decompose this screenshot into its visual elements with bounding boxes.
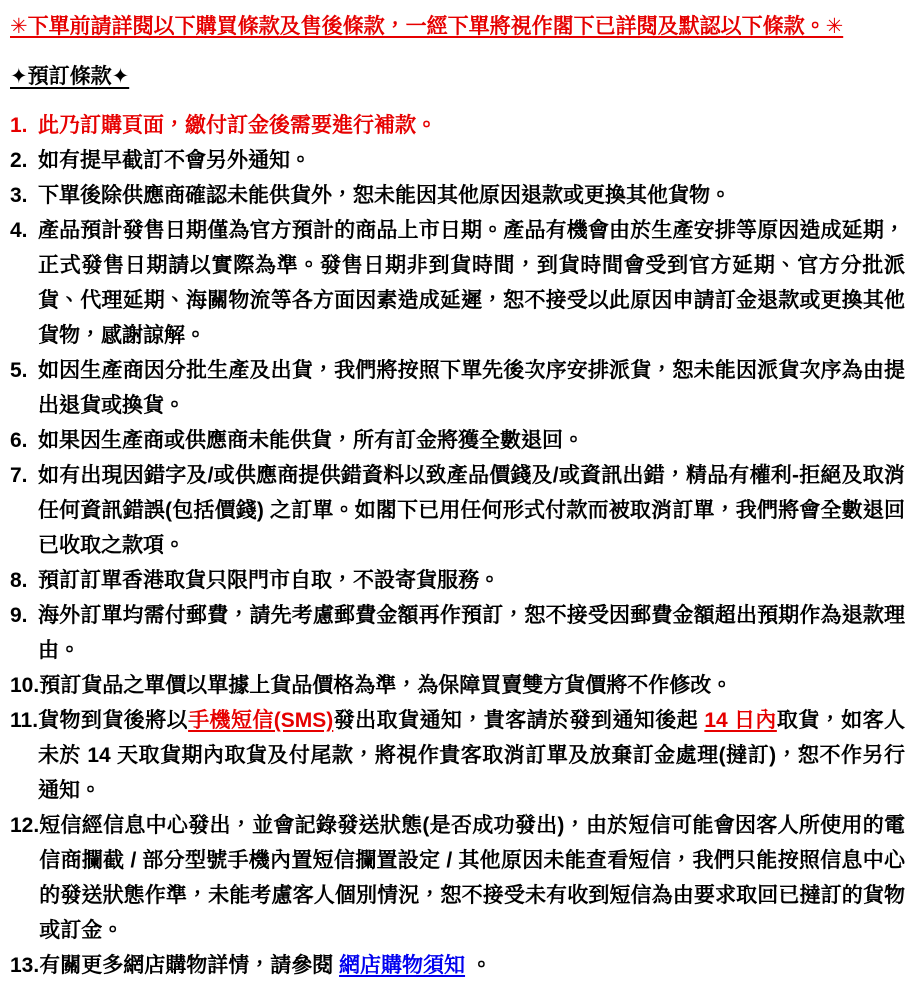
term-item-2 bbox=[10, 143, 905, 178]
terms-list bbox=[10, 108, 905, 983]
term-text bbox=[39, 948, 905, 983]
term-item-8 bbox=[10, 563, 905, 598]
term-item-4 bbox=[10, 213, 905, 353]
term-text: 短信經信息中心發出，並會記錄發送狀態(是否成功發出)，由於短信可能會因客人所使用的電信商攔截 / 部分型號手機內置短信攔置設定 / 其他原因未能查看短信，我們只能按照信息中心的發送狀態作準，未能考慮客人個別情況，恕不接受未有收到短信為由要求取回已撻訂的貨物或訂金。 bbox=[39, 814, 905, 942]
section-title: ✦預訂條款✦ bbox=[10, 65, 130, 88]
term-text: 海外訂單均需付郵費，請先考慮郵費金額再作預訂，恕不接受因郵費金額超出預期作為退款理由。 bbox=[38, 604, 905, 662]
term-item-9 bbox=[10, 598, 905, 668]
sms-highlight: 手機短信(SMS) bbox=[188, 709, 334, 732]
term-item-10 bbox=[10, 668, 905, 703]
term-text: 如果因生產商或供應商未能供貨，所有訂金將獲全數退回。 bbox=[38, 429, 584, 452]
term-number: 13. bbox=[10, 954, 40, 977]
term-item-13 bbox=[10, 948, 905, 983]
term-text: 如有出現因錯字及/或供應商提供錯資料以致產品價錢及/或資訊出錯，精品有權利-拒絕及取消任何資訊錯誤(包括價錢) 之訂單。如閣下已用任何形式付款而被取消訂單，我們將會全數退回已收取之款項。 bbox=[38, 464, 905, 557]
term-text: 此乃訂購頁面，繳付訂金後需要進行補款。 bbox=[38, 114, 437, 137]
term-number: 7. bbox=[10, 464, 28, 487]
term-text-segment: 有關更多網店購物詳情，請參閱 bbox=[39, 954, 340, 977]
term-number: 9. bbox=[10, 604, 28, 627]
term-item-12 bbox=[10, 808, 905, 948]
term-number: 10. bbox=[10, 674, 40, 697]
term-text: 如因生產商因分批生產及出貨，我們將按照下單先後次序安排派貨，恕未能因派貨次序為由提出退貨或換貨。 bbox=[38, 359, 905, 417]
term-item-1 bbox=[10, 108, 905, 143]
term-item-7 bbox=[10, 458, 905, 563]
term-text-segment: 取貨，如客人未於 14 天取貨期內取貨及付尾款，將視作貴客取消訂單及放棄訂金處理(撻訂)，恕不作另行通知。 bbox=[38, 709, 906, 802]
term-number: 12. bbox=[10, 814, 40, 837]
term-text-segment: 。 bbox=[465, 954, 492, 977]
term-number: 3. bbox=[10, 184, 28, 207]
term-item-6 bbox=[10, 423, 905, 458]
pickup-deadline-highlight: 14 日內 bbox=[704, 709, 777, 732]
term-number: 4. bbox=[10, 219, 28, 242]
term-number: 2. bbox=[10, 149, 28, 172]
term-item-11 bbox=[10, 703, 905, 808]
term-number: 8. bbox=[10, 569, 28, 592]
term-text: 下單後除供應商確認未能供貨外，恕未能因其他原因退款或更換其他貨物。 bbox=[38, 184, 731, 207]
term-text-segment: 貨物到貨後將以 bbox=[38, 709, 189, 732]
term-text-segment: 發出取貨通知，貴客請於發到通知後起 bbox=[333, 709, 705, 732]
term-number: 1. bbox=[10, 114, 28, 137]
term-text: 預訂貨品之單價以單據上貨品價格為準，為保障買賣雙方貨價將不作修改。 bbox=[39, 674, 733, 697]
purchase-notice-banner: ✳下單前請詳閱以下購買條款及售後條款，一經下單將視作閣下已詳閱及默認以下條款。✳ bbox=[10, 15, 844, 38]
term-item-3 bbox=[10, 178, 905, 213]
term-number: 11. bbox=[10, 709, 39, 732]
term-number: 6. bbox=[10, 429, 28, 452]
term-text: 如有提早截訂不會另外通知。 bbox=[38, 149, 311, 172]
term-text: 預訂訂單香港取貨只限門市自取，不設寄貨服務。 bbox=[38, 569, 500, 592]
term-text: 產品預計發售日期僅為官方預計的商品上市日期。產品有機會由於生產安排等原因造成延期，正式發售日期請以實際為準。發售日期非到貨時間，到貨時間會受到官方延期、官方分批派貨、代理延期、海關物流等各方面因素造成延遲，恕不接受以此原因申請訂金退款或更換其他貨物，感謝諒解。 bbox=[38, 219, 905, 347]
term-text bbox=[38, 703, 905, 808]
term-number: 5. bbox=[10, 359, 28, 382]
shop-guide-link[interactable]: 網店購物須知 bbox=[339, 954, 466, 977]
term-item-5 bbox=[10, 353, 905, 423]
